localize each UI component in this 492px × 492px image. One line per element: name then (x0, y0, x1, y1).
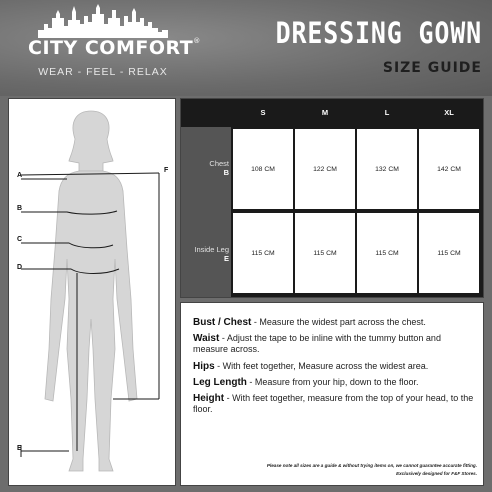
row-label-column (181, 127, 231, 297)
instruction-height: Height - With feet together, measure from the top of your head, to the floor. (193, 393, 474, 414)
table-cell: 132 CM (357, 129, 417, 209)
table-cell: 115 CM (233, 213, 293, 293)
brand-tagline: WEAR - FEEL - RELAX (38, 66, 168, 78)
brand-name: CITY COMFORT® (28, 37, 201, 59)
marker-e: E (17, 445, 22, 452)
instruction-leg-length: Leg Length - Measure from your hip, down to the floor. (193, 377, 419, 388)
table-cell: 108 CM (233, 129, 293, 209)
marker-f: F (164, 167, 169, 174)
instruction-bust: Bust / Chest - Measure the widest part across the chest. (193, 317, 426, 328)
column-header-s: S (260, 108, 266, 117)
header-banner (0, 0, 492, 96)
table-cell: 142 CM (419, 129, 479, 209)
body-figure-panel (8, 98, 176, 486)
row-label-chest: Chest B (209, 159, 229, 177)
marker-c: C (17, 236, 23, 243)
size-table (180, 98, 484, 298)
body-silhouette-icon (9, 99, 175, 485)
column-header-xl: XL (444, 108, 454, 117)
marker-b: B (17, 205, 23, 212)
instruction-hips: Hips - With feet together, Measure across the widest area. (193, 361, 429, 372)
instruction-waist: Waist - Adjust the tape to be inline with the tummy button and measure across. (193, 333, 441, 354)
measurement-instructions (180, 302, 484, 486)
page-title: DRESSING GOWN (275, 16, 482, 50)
brand-logo (28, 4, 201, 90)
column-header-m: M (321, 108, 329, 117)
column-header-l: L (384, 108, 390, 117)
table-cell: 115 CM (357, 213, 417, 293)
row-label-inside-leg: Inside Leg E (194, 245, 229, 263)
table-cell: 115 CM (419, 213, 479, 293)
city-skyline-icon (38, 4, 168, 38)
marker-d: D (17, 264, 23, 271)
fitting-disclaimer: Please note all sizes are a guide & without trying items on, we cannot guarantee accurate fitting. (266, 463, 477, 468)
exclusivity-note: Exclusively designed for F&F Stores. (396, 471, 477, 476)
table-cell: 122 CM (295, 129, 355, 209)
table-cell: 115 CM (295, 213, 355, 293)
marker-a: A (17, 172, 23, 179)
page-subtitle: SIZE GUIDE (382, 60, 482, 76)
